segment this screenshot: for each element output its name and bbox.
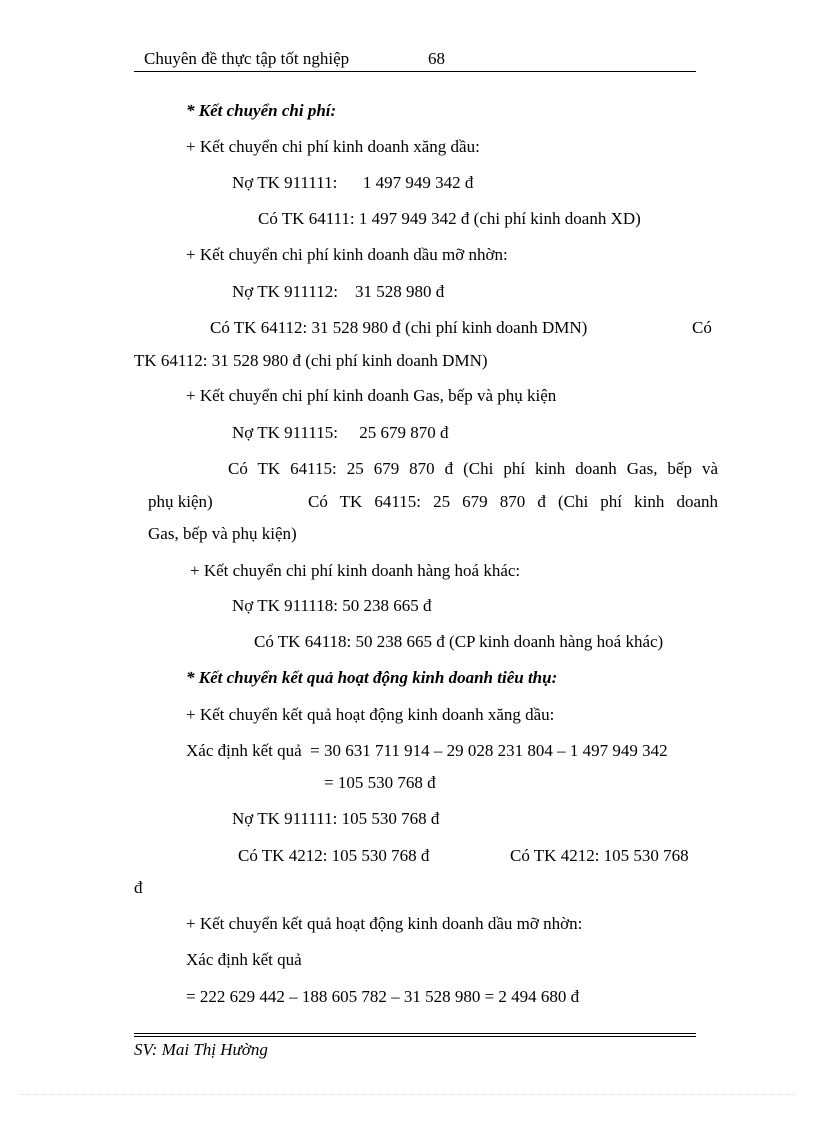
body-line: Có TK 64111: 1 497 949 342 đ (chi phí kinh doanh XD) bbox=[258, 209, 641, 228]
body-line: TK 64112: 31 528 980 đ (chi phí kinh doanh DMN) bbox=[134, 351, 488, 370]
body-line: Nợ TK 911118: 50 238 665 đ bbox=[232, 596, 432, 615]
body-line: đ bbox=[134, 878, 143, 897]
section-heading-cost-transfer: * Kết chuyển chi phí: bbox=[186, 101, 337, 120]
section-heading-result-transfer: * Kết chuyển kết quả hoạt động kinh doanh tiêu thụ: bbox=[186, 668, 558, 687]
body-line: Có TK 4212: 105 530 768 bbox=[510, 846, 689, 865]
body-line: Có TK 4212: 105 530 768 đ bbox=[238, 846, 430, 865]
body-line: Nợ TK 911115: 25 679 870 đ bbox=[232, 423, 449, 442]
body-line: + Kết chuyển chi phí kinh doanh Gas, bếp và phụ kiện bbox=[186, 386, 557, 405]
body-line: Nợ TK 911111: 105 530 768 đ bbox=[232, 809, 440, 828]
body-line: = 222 629 442 – 188 605 782 – 31 528 980 = 2 494 680 đ bbox=[186, 987, 580, 1006]
body-line: Nợ TK 911111: 1 497 949 342 đ bbox=[232, 173, 474, 192]
body-line: Có TK 64115: 25 679 870 đ (Chi phí kinh doanh Gas, bếp và bbox=[228, 459, 718, 478]
header-title: Chuyên đề thực tập tốt nghiệp bbox=[144, 49, 350, 68]
body-line: = 105 530 768 đ bbox=[324, 773, 436, 792]
footer-rule bbox=[134, 1033, 696, 1034]
page-header bbox=[134, 49, 696, 71]
body-line: Có bbox=[692, 318, 712, 337]
footer-author: SV: Mai Thị Hường bbox=[134, 1040, 268, 1059]
page-edge-divider bbox=[20, 1094, 796, 1095]
body-line: + Kết chuyển kết quả hoạt động kinh doanh xăng dầu: bbox=[186, 705, 555, 724]
header-rule bbox=[134, 71, 696, 72]
body-line: Có TK 64112: 31 528 980 đ (chi phí kinh doanh DMN) bbox=[210, 318, 588, 337]
body-line: + Kết chuyển chi phí kinh doanh dầu mỡ nhờn: bbox=[186, 245, 508, 264]
footer-rule bbox=[134, 1036, 696, 1037]
body-line: Có TK 64115: 25 679 870 đ (Chi phí kinh doanh bbox=[308, 492, 718, 511]
body-line: Có TK 64118: 50 238 665 đ (CP kinh doanh hàng hoá khác) bbox=[254, 632, 664, 651]
body-line: Xác định kết quả bbox=[186, 950, 302, 969]
body-line: + Kết chuyển chi phí kinh doanh xăng dầu: bbox=[186, 137, 480, 156]
body-line: Gas, bếp và phụ kiện) bbox=[148, 524, 297, 543]
header-page-number: 68 bbox=[428, 49, 445, 68]
body-line: + Kết chuyển kết quả hoạt động kinh doanh dầu mỡ nhờn: bbox=[186, 914, 583, 933]
body-line: phụ kiện) bbox=[148, 492, 213, 511]
body-line: Nợ TK 911112: 31 528 980 đ bbox=[232, 282, 445, 301]
body-line: + Kết chuyển chi phí kinh doanh hàng hoá khác: bbox=[190, 561, 521, 580]
body-line: Xác định kết quả = 30 631 711 914 – 29 028 231 804 – 1 497 949 342 bbox=[186, 741, 668, 760]
